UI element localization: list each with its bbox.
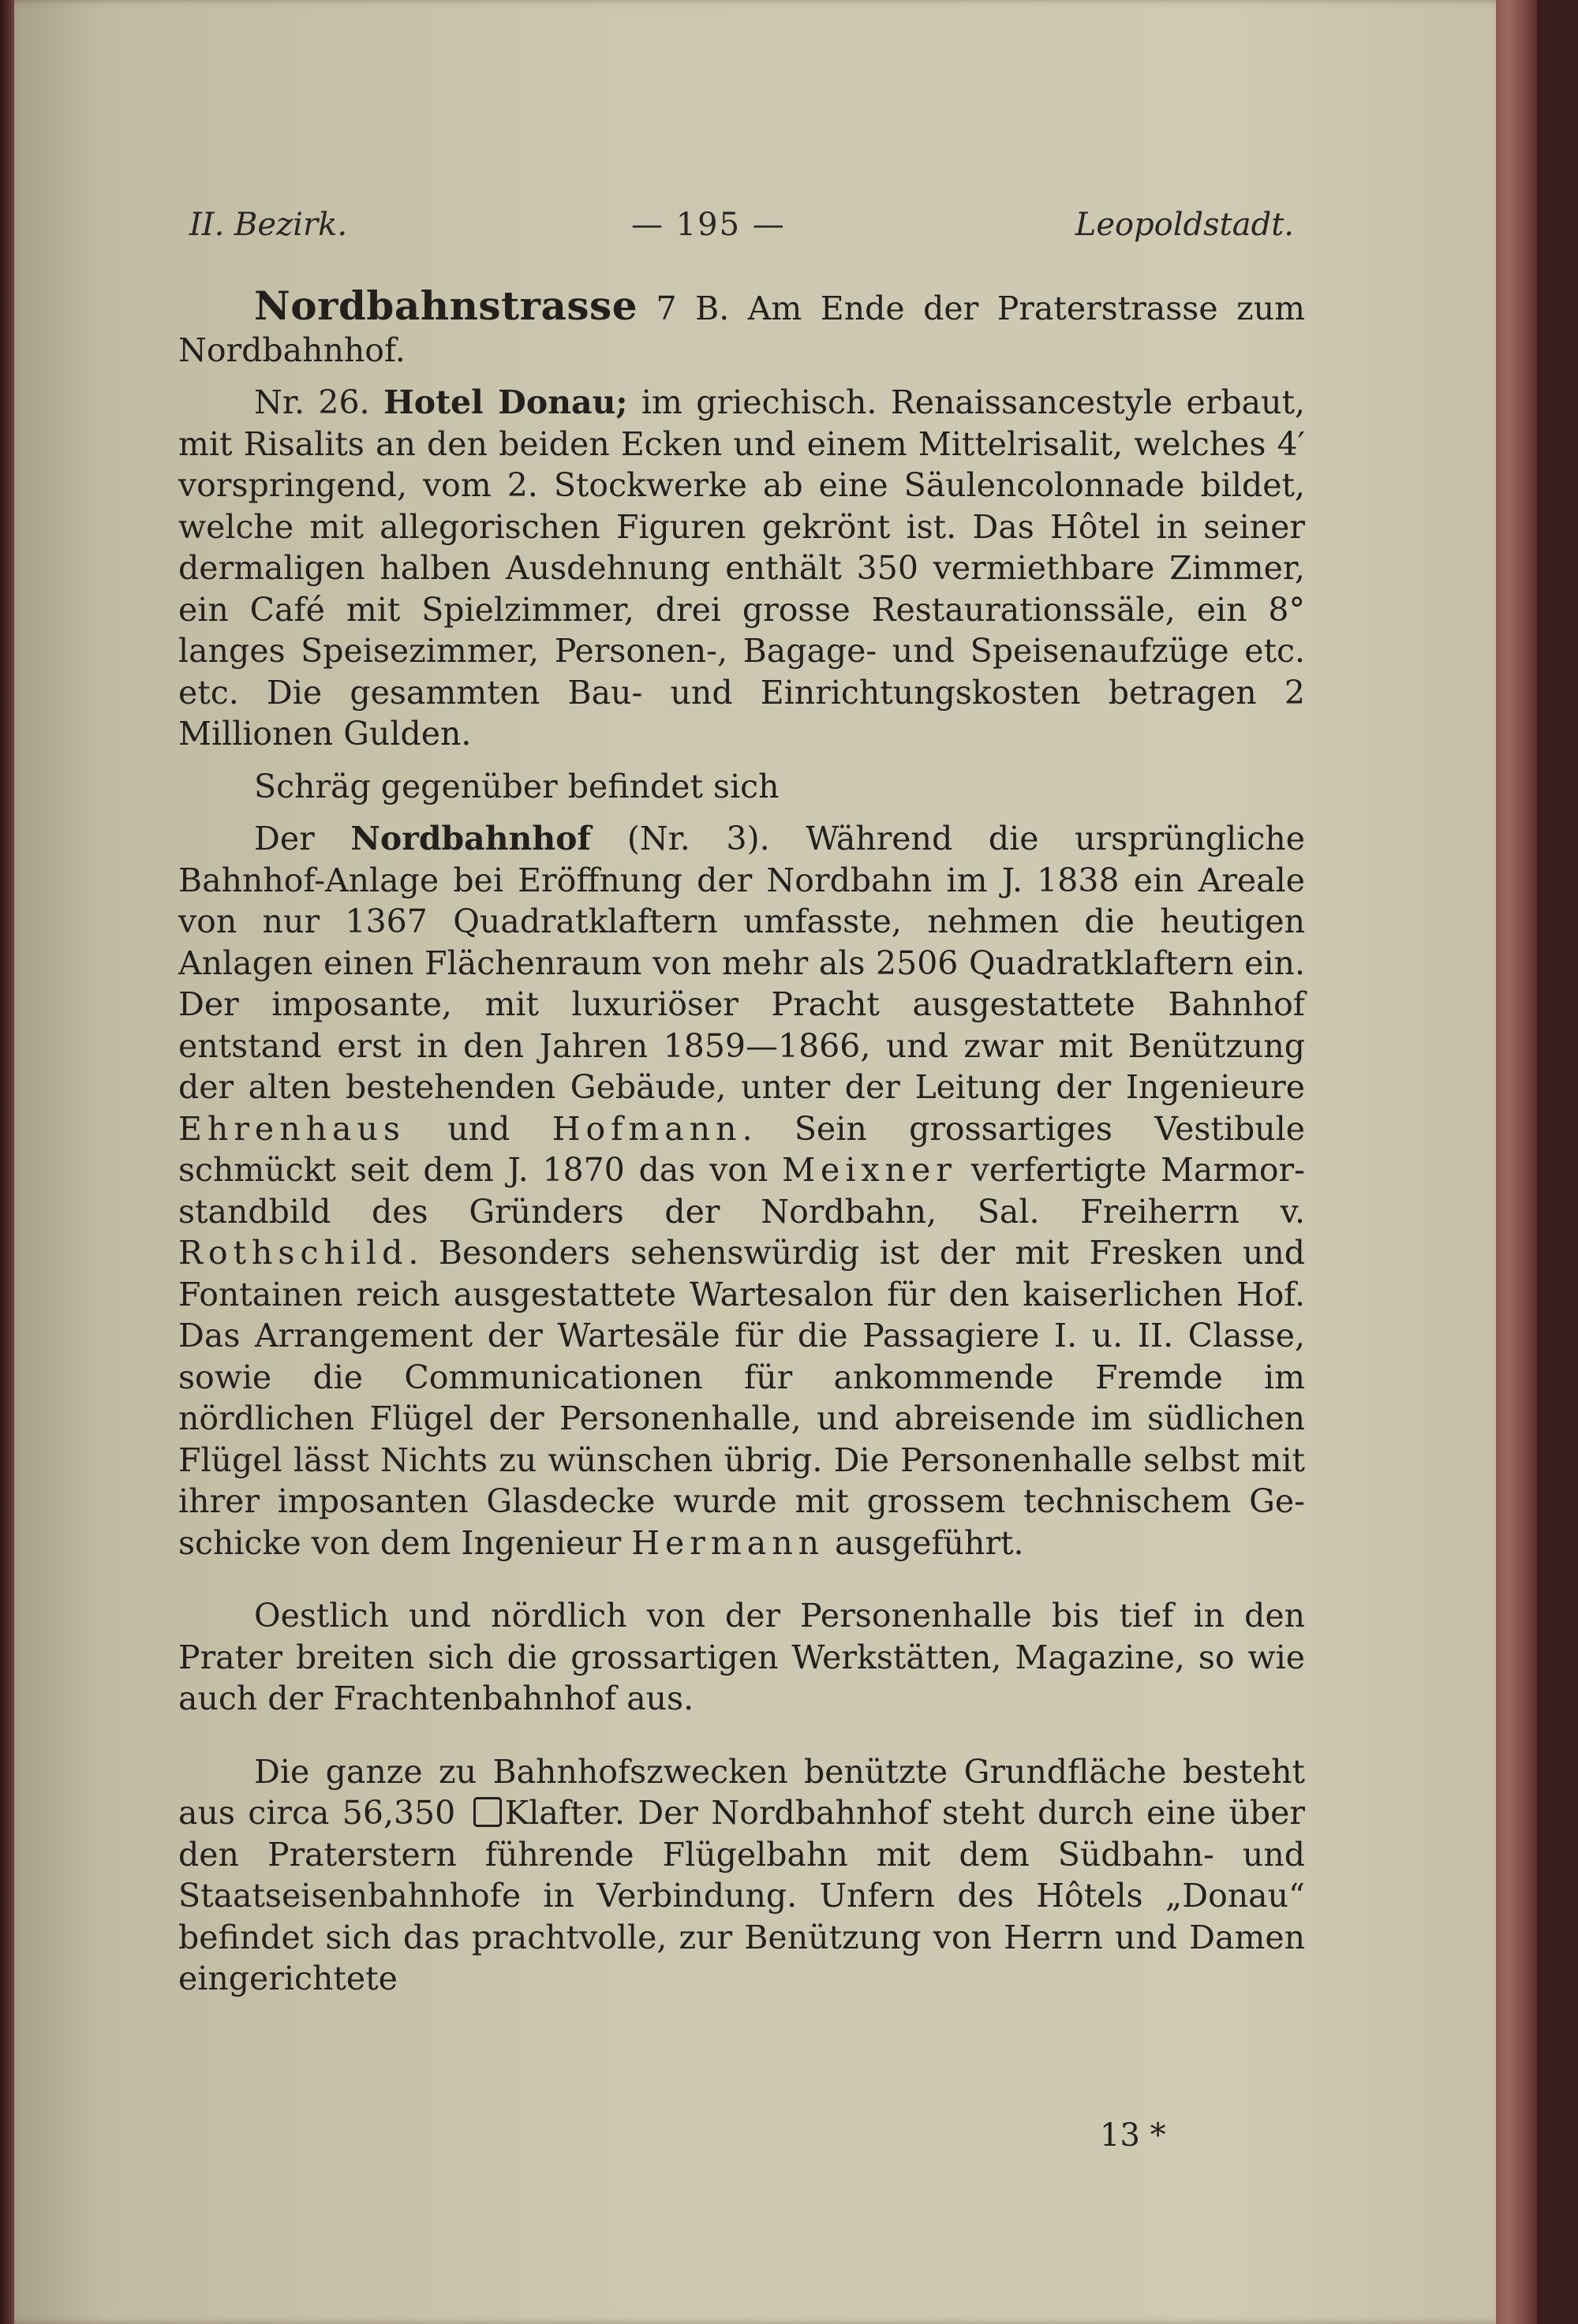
person-name: Hofmann	[552, 1109, 742, 1148]
paragraph-hotel-donau	[178, 382, 1305, 755]
header-quarter: Leopoldstadt.	[1075, 207, 1294, 243]
text-run: . Sein grossartiges Vestibule schmückt seit dem J. 1870 das von	[178, 1109, 1306, 1189]
paragraph-opposite: Schräg gegenüber befindet sich	[254, 767, 780, 805]
street-name: Nordbahnstrasse	[254, 282, 638, 329]
book-page	[14, 0, 1537, 2324]
station-name: Nordbahnhof	[350, 820, 592, 857]
book-edge	[1496, 0, 1537, 2324]
person-name: Hermann	[631, 1523, 825, 1562]
text-run: im griechisch. Renaissancestyle erbaut, mit Risalits an den beiden Ecken und einem Mittelrisalit, welches 4′ vorspringend, vom 2. Stockwerke ab eine Säulencolonnade bildet, welche mit allegorischen Figuren gekrönt ist. Das Hôtel in seiner dermaligen halben Ausdehnung enthält 350 vermiethbare Zimmer, ein Café mit Spielzimmer, drei grosse Restaurationssäle, ein 8° langes Speisezimmer, Personen-, Bagage- und Speisenaufzüge etc. etc. Die gesammten Bau- und Einrichtungskosten betragen 2 Millionen Gulden.	[178, 383, 1305, 753]
person-name: Meixner	[782, 1151, 957, 1189]
sheet-signature: 13 *	[1100, 2117, 1166, 2154]
header-district: II. Bezirk.	[189, 207, 348, 243]
page-body	[178, 282, 1306, 2000]
text-run: Die ganze zu Bahnhofszwecken benützte Grundfläche besteht aus circa 56,350	[178, 1752, 1305, 1832]
running-header	[189, 207, 1294, 254]
text-run: Der	[254, 820, 351, 857]
text-run: . Besonders sehenswürdig ist der mit Fresken und Fontainen reich ausgestattete Wartesalon für den kaiserlichen Hof. Das Arrangement der Wartesäle für die Passagiere I. u. II. Classe, sowie die Communicationen für ankommende Fremde im nördlichen Flügel der Personenhalle, und abreisende im südlichen Flügel lässt Nichts zu wünschen übrig. Die Personenhalle selbst mit ihrer imposanten Glasdecke wurde mit grossem technischem Geschicke von dem Ingenieur	[178, 1234, 1305, 1562]
street-description: 7 B. Am Ende der Praterstrasse zum Nordbahnhof.	[178, 290, 1305, 369]
text-run: Nr. 26.	[254, 383, 383, 421]
hotel-name: Hotel Donau;	[383, 383, 628, 421]
paragraph-workshops: Oestlich und nördlich von der Personenhalle bis tief in den Prater breiten sich die grossartigen Werkstätten, Magazine, so wie auch der Frachtenbahnhof aus.	[178, 1597, 1305, 1717]
header-page-number: — 195 —	[631, 207, 786, 243]
text-run: und	[405, 1109, 552, 1148]
text-run: verfertigte Marmorstandbild des Gründers der Nordbahn, Sal. Freiherrn v.	[178, 1151, 1305, 1231]
person-name: Ehrenhaus	[178, 1109, 406, 1148]
text-run: Klafter. Der Nordbahnhof steht durch eine über den Praterstern führende Flügelbahn mit dem Südbahn- und Staatseisenbahnhofe in Verbindung. Unfern des Hôtels „Donau“ befindet sich das prachtvolle, zur Benützung von Herrn und Damen eingerichtete	[178, 1794, 1306, 1997]
text-run: (Nr. 3). Während die ursprüngliche Bahnhof-Anlage bei Eröffnung der Nordbahn im J. 1838 ein Areale von nur 1367 Quadratklaftern umfasste, nehmen die heutigen Anlagen einen Flächenraum von mehr als 2506 Quadratklaftern ein. Der imposante, mit luxuriöser Pracht ausgestattete Bahnhof entstand erst in den Jahren 1859—1866, und zwar mit Benützung der alten bestehenden Gebäude, unter der Leitung der Ingenieure	[178, 820, 1305, 1106]
paragraph-ground-area	[178, 1751, 1305, 2000]
street-entry	[178, 282, 1305, 371]
paragraph-nordbahnhof	[178, 818, 1305, 1564]
person-name: Rothschild	[178, 1234, 409, 1272]
square-unit-icon	[473, 1797, 502, 1827]
text-run: ausgeführt.	[825, 1523, 1024, 1562]
